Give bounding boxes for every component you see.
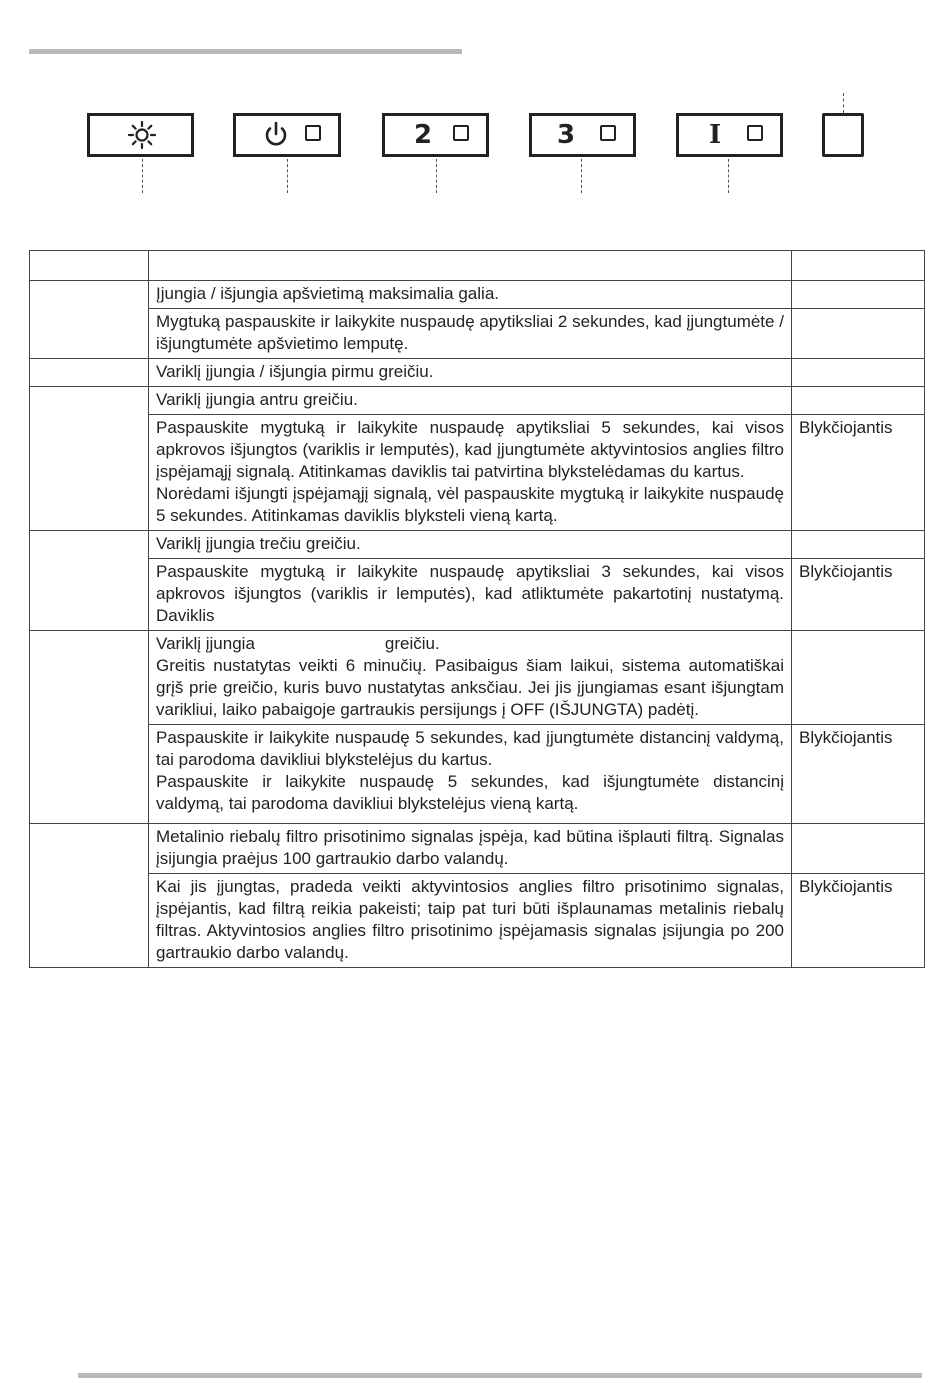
leader-line <box>142 159 143 193</box>
table-row <box>30 415 925 531</box>
table-row <box>30 631 925 725</box>
table-header-row <box>30 251 925 281</box>
description-cell <box>149 725 792 824</box>
table-row <box>30 281 925 309</box>
intensive-label: I <box>709 120 722 150</box>
table-row <box>30 387 925 415</box>
description-text: Greitis nustatytas veikti 6 minučių. Pasibaigus šiam laikui, sistema automatiškai grįš prie greičio, kuris buvo nustatytas anksčiau. Jei jis įjungiamas esant išjungtam varikliui, laiko pabaigoje gartraukis persijungs į OFF (IŠJUNGTA) padėtį. <box>156 656 784 719</box>
status-cell: Blykčiojantis <box>792 874 925 968</box>
control-panel <box>0 0 950 220</box>
leader-line <box>436 159 437 193</box>
description-cell <box>149 631 792 725</box>
speed-2-indicator-led <box>453 125 469 141</box>
header-cell <box>792 251 925 281</box>
remote-indicator-box <box>822 113 864 157</box>
leader-line <box>287 159 288 193</box>
description-text: Norėdami išjungti įspėjamąjį signalą, vėl paspauskite mygtuką ir laikykite nuspaudę 5 sekundes. Atitinkamas daviklis blyksteli vieną kartą. <box>156 484 784 525</box>
key-cell <box>30 631 149 824</box>
power-indicator-led <box>305 125 321 141</box>
leader-line <box>581 159 582 193</box>
bottom-rule <box>78 1373 922 1378</box>
key-cell <box>30 281 149 359</box>
table-row <box>30 309 925 359</box>
description-text <box>156 633 784 655</box>
status-cell <box>792 387 925 415</box>
power-icon <box>261 120 291 150</box>
status-cell <box>792 281 925 309</box>
table-row <box>30 531 925 559</box>
status-cell <box>792 359 925 387</box>
description-text: Paspauskite ir laikykite nuspaudę 5 sekundes, kad išjungtumėte distancinį valdymą, tai parodoma davikliui blykstelėjus vieną kartą. <box>156 772 784 813</box>
description-cell: Variklį įjungia antru greičiu. <box>149 387 792 415</box>
intensive-indicator-led <box>747 125 763 141</box>
status-cell <box>792 531 925 559</box>
table-row <box>30 725 925 824</box>
status-cell <box>792 824 925 874</box>
leader-line <box>728 159 729 193</box>
speed-2-button[interactable] <box>382 113 489 157</box>
table-row <box>30 874 925 968</box>
table-row <box>30 559 925 631</box>
description-text: Paspauskite mygtuką ir laikykite nuspaudę apytiksliai 5 sekundes, kai visos apkrovos išjungtos (variklis ir lemputės), kad įjungtumėte aktyvintosios anglies filtro įspėjamąjį signalą. Atitinkamas daviklis tai patvirtina blykstelėdamas du kartus. <box>156 418 784 481</box>
light-button[interactable] <box>87 113 194 157</box>
status-cell: Blykčiojantis <box>792 559 925 631</box>
description-text-a: Variklį įjungia <box>156 634 255 653</box>
description-cell <box>149 415 792 531</box>
description-text: Paspauskite ir laikykite nuspaudę 5 sekundes, kad įjungtumėte distancinį valdymą, tai parodoma davikliui blykstelėjus du kartus. <box>156 728 784 769</box>
function-table <box>29 250 925 968</box>
key-cell <box>30 387 149 531</box>
key-cell <box>30 531 149 631</box>
speed-2-label: 2 <box>414 120 433 150</box>
speed-3-indicator-led <box>600 125 616 141</box>
key-cell <box>30 824 149 968</box>
speed-3-button[interactable] <box>529 113 636 157</box>
leader-line <box>843 93 844 113</box>
description-cell: Kai jis įjungtas, pradeda veikti aktyvintosios anglies filtro prisotinimo signalas, įspėjantis, kad filtrą reikia pakeisti; taip pat turi būti išplaunamas metalinis riebalų filtras. Aktyvintosios anglies filtro prisotinimo įspėjamasis signalas įsijungia po 200 gartraukio darbo valandų. <box>149 874 792 968</box>
header-cell <box>30 251 149 281</box>
power-button[interactable] <box>233 113 341 157</box>
status-cell <box>792 309 925 359</box>
header-cell <box>149 251 792 281</box>
speed-3-label: 3 <box>557 120 576 150</box>
status-cell: Blykčiojantis <box>792 415 925 531</box>
intensive-button[interactable] <box>676 113 783 157</box>
description-cell: Variklį įjungia trečiu greičiu. <box>149 531 792 559</box>
description-cell: Variklį įjungia / išjungia pirmu greičiu. <box>149 359 792 387</box>
light-sun-icon <box>127 120 157 150</box>
description-cell: Mygtuką paspauskite ir laikykite nuspaudę apytiksliai 2 sekundes, kad įjungtumėte / išjungtumėte apšvietimo lemputę. <box>149 309 792 359</box>
key-cell <box>30 359 149 387</box>
status-cell: Blykčiojantis <box>792 725 925 824</box>
status-cell <box>792 631 925 725</box>
description-text-b: greičiu. <box>384 634 440 653</box>
description-cell: Įjungia / išjungia apšvietimą maksimalia galia. <box>149 281 792 309</box>
description-cell: Metalinio riebalų filtro prisotinimo signalas įspėja, kad būtina išplauti filtrą. Signalas įsijungia praėjus 100 gartraukio darbo valandų. <box>149 824 792 874</box>
table-row <box>30 359 925 387</box>
description-cell: Paspauskite mygtuką ir laikykite nuspaudę apytiksliai 3 sekundes, kai visos apkrovos išjungtos (variklis ir lemputės), kad atliktumėte pakartotinį nustatymą. Daviklis <box>149 559 792 631</box>
table-row <box>30 824 925 874</box>
